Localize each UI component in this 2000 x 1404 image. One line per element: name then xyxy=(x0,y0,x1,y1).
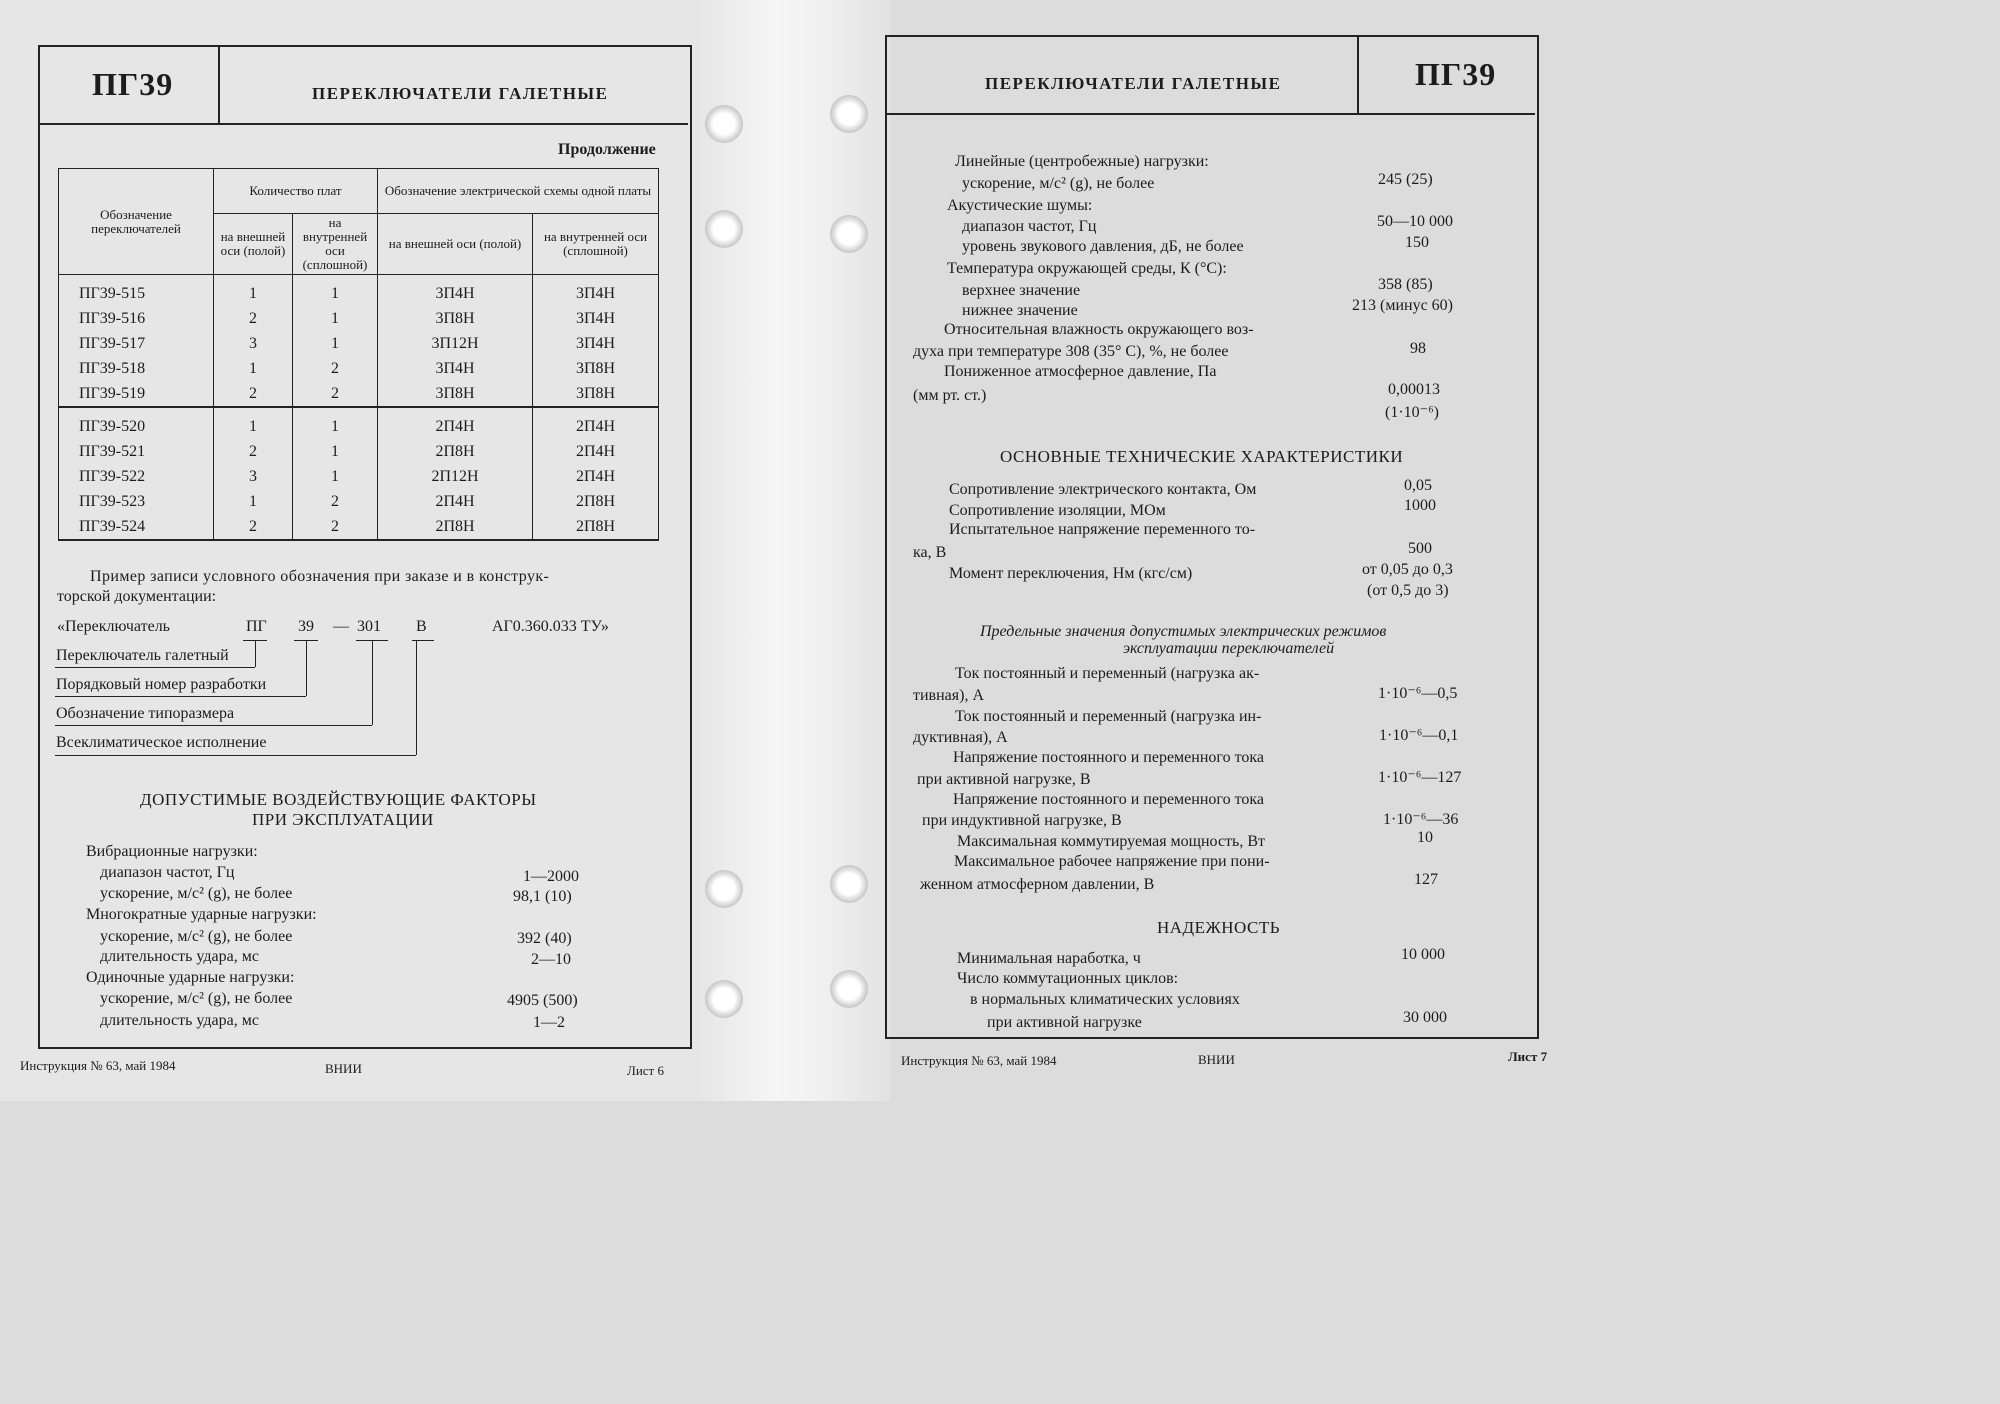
table-row: ПГ39-521 2 1 2П8Н 2П4Н xyxy=(59,439,659,464)
limits-title-1: Предельные значения допустимых электрических режимов xyxy=(980,623,1387,640)
i-act-value: 1·10⁻⁶—0,5 xyxy=(1378,685,1458,702)
i-act-line-1: Ток постоянный и переменный (нагрузка ак- xyxy=(955,665,1260,682)
temp-hi-value: 358 (85) xyxy=(1378,276,1433,293)
insul-value: 1000 xyxy=(1404,497,1436,514)
example-part-v: В xyxy=(416,618,427,635)
u-max-line-2: женном атмосферном давлении, В xyxy=(920,876,1155,893)
table-row: ПГ39-517 3 1 3П12Н 3П4Н xyxy=(59,331,659,356)
right-doc-code: ПГ39 xyxy=(1415,56,1497,92)
label-switch-type: Переключатель галетный xyxy=(56,647,229,664)
press-line-2: (мм рт. ст.) xyxy=(913,387,987,404)
insul-label: Сопротивление изоляции, МОм xyxy=(949,502,1166,519)
th-scheme-outer: на внешней оси (полой) xyxy=(378,214,533,275)
continuation-label: Продолжение xyxy=(558,141,656,158)
p-max-label: Максимальная коммутируемая мощность, Вт xyxy=(957,833,1266,850)
u-max-line-1: Максимальное рабочее напряжение при пони- xyxy=(954,853,1270,870)
vib-freq-value: 1—2000 xyxy=(523,868,579,885)
label-size-type: Обозначение типоразмера xyxy=(56,705,235,722)
cycles-label: Число коммутационных циклов: xyxy=(957,970,1179,987)
vib-freq-label: диапазон частот, Гц xyxy=(100,864,235,881)
vib-acc-value: 98,1 (10) xyxy=(513,888,572,905)
cycles-line-2: при активной нагрузке xyxy=(987,1014,1142,1031)
th-count-outer: на внешней оси (полой) xyxy=(214,214,293,275)
th-scheme-inner: на внутренней оси (сплошной) xyxy=(533,214,659,275)
press-line-1: Пониженное атмосферное давление, Па xyxy=(944,363,1217,380)
right-footer-org: ВНИИ xyxy=(1198,1052,1235,1067)
binding-hole xyxy=(705,105,743,143)
single-acc-value: 4905 (500) xyxy=(507,992,578,1009)
multi-label: Многократные ударные нагрузки: xyxy=(86,906,317,923)
single-dur-label: длительность удара, мс xyxy=(100,1012,259,1029)
u-max-value: 127 xyxy=(1414,871,1438,888)
torque-value-2: (от 0,5 до 3) xyxy=(1367,582,1449,599)
label-dev-number: Порядковый номер разработки xyxy=(56,676,267,693)
temp-label: Температура окружающей среды, К (°С): xyxy=(947,260,1227,277)
example-line-1: Пример записи условного обозначения при заказе и в конструк- xyxy=(90,568,550,585)
p-max-value: 10 xyxy=(1417,829,1433,846)
vib-acc-label: ускорение, м/с² (g), не более xyxy=(100,885,293,902)
i-ind-value: 1·10⁻⁶—0,1 xyxy=(1379,727,1459,744)
multi-acc-label: ускорение, м/с² (g), не более xyxy=(100,928,293,945)
i-ind-line-1: Ток постоянный и переменный (нагрузка ин- xyxy=(955,708,1262,725)
linear-label: Линейные (центробежные) нагрузки: xyxy=(955,153,1209,170)
min-life-value: 10 000 xyxy=(1401,946,1445,963)
factors-title-1: ДОПУСТИМЫЕ ВОЗДЕЙСТВУЮЩИЕ ФАКТОРЫ xyxy=(140,790,537,809)
factors-title-2: ПРИ ЭКСПЛУАТАЦИИ xyxy=(252,810,434,829)
u-act-line-1: Напряжение постоянного и переменного тока xyxy=(953,749,1264,766)
cycles-line-1: в нормальных климатических условиях xyxy=(970,991,1240,1008)
limits-title-2: эксплуатации переключателей xyxy=(1123,640,1335,657)
binding-hole xyxy=(705,210,743,248)
i-act-line-2: тивная), А xyxy=(913,687,985,704)
example-part-39: 39 xyxy=(298,618,314,635)
right-doc-title: ПЕРЕКЛЮЧАТЕЛИ ГАЛЕТНЫЕ xyxy=(985,74,1282,93)
test-line-2: ка, В xyxy=(913,544,947,561)
ac-level-label: уровень звукового давления, дБ, не более xyxy=(962,238,1244,255)
torque-value-1: от 0,05 до 0,3 xyxy=(1362,561,1453,578)
u-ind-line-1: Напряжение постоянного и переменного тока xyxy=(953,791,1264,808)
hum-line-1: Относительная влажность окружающего воз- xyxy=(944,321,1254,338)
single-dur-value: 1—2 xyxy=(533,1014,565,1031)
multi-dur-value: 2—10 xyxy=(531,951,571,968)
label-climate: Всеклиматическое исполнение xyxy=(56,734,267,751)
left-doc-title: ПЕРЕКЛЮЧАТЕЛИ ГАЛЕТНЫЕ xyxy=(312,84,609,103)
right-footer-sheet: Лист 7 xyxy=(1508,1049,1548,1064)
min-life-label: Минимальная наработка, ч xyxy=(957,950,1141,967)
press-value-1: 0,00013 xyxy=(1388,381,1440,398)
left-doc-code: ПГ39 xyxy=(92,66,174,102)
u-act-line-2: при активной нагрузке, В xyxy=(917,771,1091,788)
example-tu: АГ0.360.033 ТУ» xyxy=(492,618,609,635)
example-quote-open: «Переключатель xyxy=(57,618,170,635)
table-row: ПГ39-523 1 2 2П4Н 2П8Н xyxy=(59,489,659,514)
multi-dur-label: длительность удара, мс xyxy=(100,948,259,965)
tech-title: ОСНОВНЫЕ ТЕХНИЧЕСКИЕ ХАРАКТЕРИСТИКИ xyxy=(1000,447,1404,466)
binding-hole xyxy=(705,870,743,908)
test-value: 500 xyxy=(1408,540,1432,557)
contact-label: Сопротивление электрического контакта, Ом xyxy=(949,481,1257,498)
u-ind-line-2: при индуктивной нагрузке, В xyxy=(922,812,1122,829)
acoustic-label: Акустические шумы: xyxy=(947,197,1093,214)
cycles-value: 30 000 xyxy=(1403,1009,1447,1026)
press-value-2: (1·10⁻⁶) xyxy=(1385,404,1440,421)
left-footer-org: ВНИИ xyxy=(325,1061,362,1076)
linear-acc-label: ускорение, м/с² (g), не более xyxy=(962,175,1155,192)
table-row: ПГ39-516 2 1 3П8Н 3П4Н xyxy=(59,306,659,331)
u-act-value: 1·10⁻⁶—127 xyxy=(1378,769,1462,786)
contact-value: 0,05 xyxy=(1404,477,1432,494)
hum-value: 98 xyxy=(1410,340,1426,357)
test-line-1: Испытательное напряжение переменного то- xyxy=(949,521,1256,538)
table-row: ПГ39-518 1 2 3П4Н 3П8Н xyxy=(59,356,659,381)
left-footer-instr: Инструкция № 63, май 1984 xyxy=(20,1058,176,1073)
temp-lo-value: 213 (минус 60) xyxy=(1352,297,1454,314)
ac-freq-value: 50—10 000 xyxy=(1377,213,1453,230)
u-ind-value: 1·10⁻⁶—36 xyxy=(1383,811,1459,828)
i-ind-line-2: дуктивная), А xyxy=(913,729,1008,746)
table-row: ПГ39-515 1 1 3П4Н 3П4Н xyxy=(59,275,659,307)
hum-line-2: духа при температуре 308 (35° С), %, не более xyxy=(913,343,1229,360)
table-row: ПГ39-519 2 2 3П8Н 3П8Н xyxy=(59,381,659,407)
ac-freq-label: диапазон частот, Гц xyxy=(962,218,1097,235)
th-scheme: Обозначение электрической схемы одной платы xyxy=(378,169,659,214)
linear-acc-value: 245 (25) xyxy=(1378,171,1433,188)
single-label: Одиночные ударные нагрузки: xyxy=(86,969,295,986)
example-part-301: 301 xyxy=(357,618,381,635)
right-footer-instr: Инструкция № 63, май 1984 xyxy=(901,1053,1057,1068)
reliability-title: НАДЕЖНОСТЬ xyxy=(1157,918,1281,937)
example-line-2: торской документации: xyxy=(57,588,217,605)
th-count: Количество плат xyxy=(214,169,378,214)
binding-hole xyxy=(705,980,743,1018)
left-footer-sheet: Лист 6 xyxy=(627,1063,664,1078)
temp-hi-label: верхнее значение xyxy=(962,282,1081,299)
table-row: ПГ39-522 3 1 2П12Н 2П4Н xyxy=(59,464,659,489)
vib-label: Вибрационные нагрузки: xyxy=(86,843,258,860)
example-dash: — xyxy=(333,618,349,635)
th-designation: Обозначение переключателей xyxy=(59,169,214,275)
torque-label: Момент переключения, Нм (кгс/см) xyxy=(949,565,1193,582)
left-page xyxy=(0,0,785,1101)
switch-table xyxy=(58,168,659,541)
ac-level-value: 150 xyxy=(1405,234,1429,251)
table-row: ПГ39-524 2 2 2П8Н 2П8Н xyxy=(59,514,659,540)
table-row: ПГ39-520 1 1 2П4Н 2П4Н xyxy=(59,407,659,439)
th-count-inner: на внутренней оси (сплошной) xyxy=(293,214,378,275)
example-part-pg: ПГ xyxy=(246,618,267,635)
temp-lo-label: нижнее значение xyxy=(962,302,1078,319)
multi-acc-value: 392 (40) xyxy=(517,930,572,947)
single-acc-label: ускорение, м/с² (g), не более xyxy=(100,990,293,1007)
